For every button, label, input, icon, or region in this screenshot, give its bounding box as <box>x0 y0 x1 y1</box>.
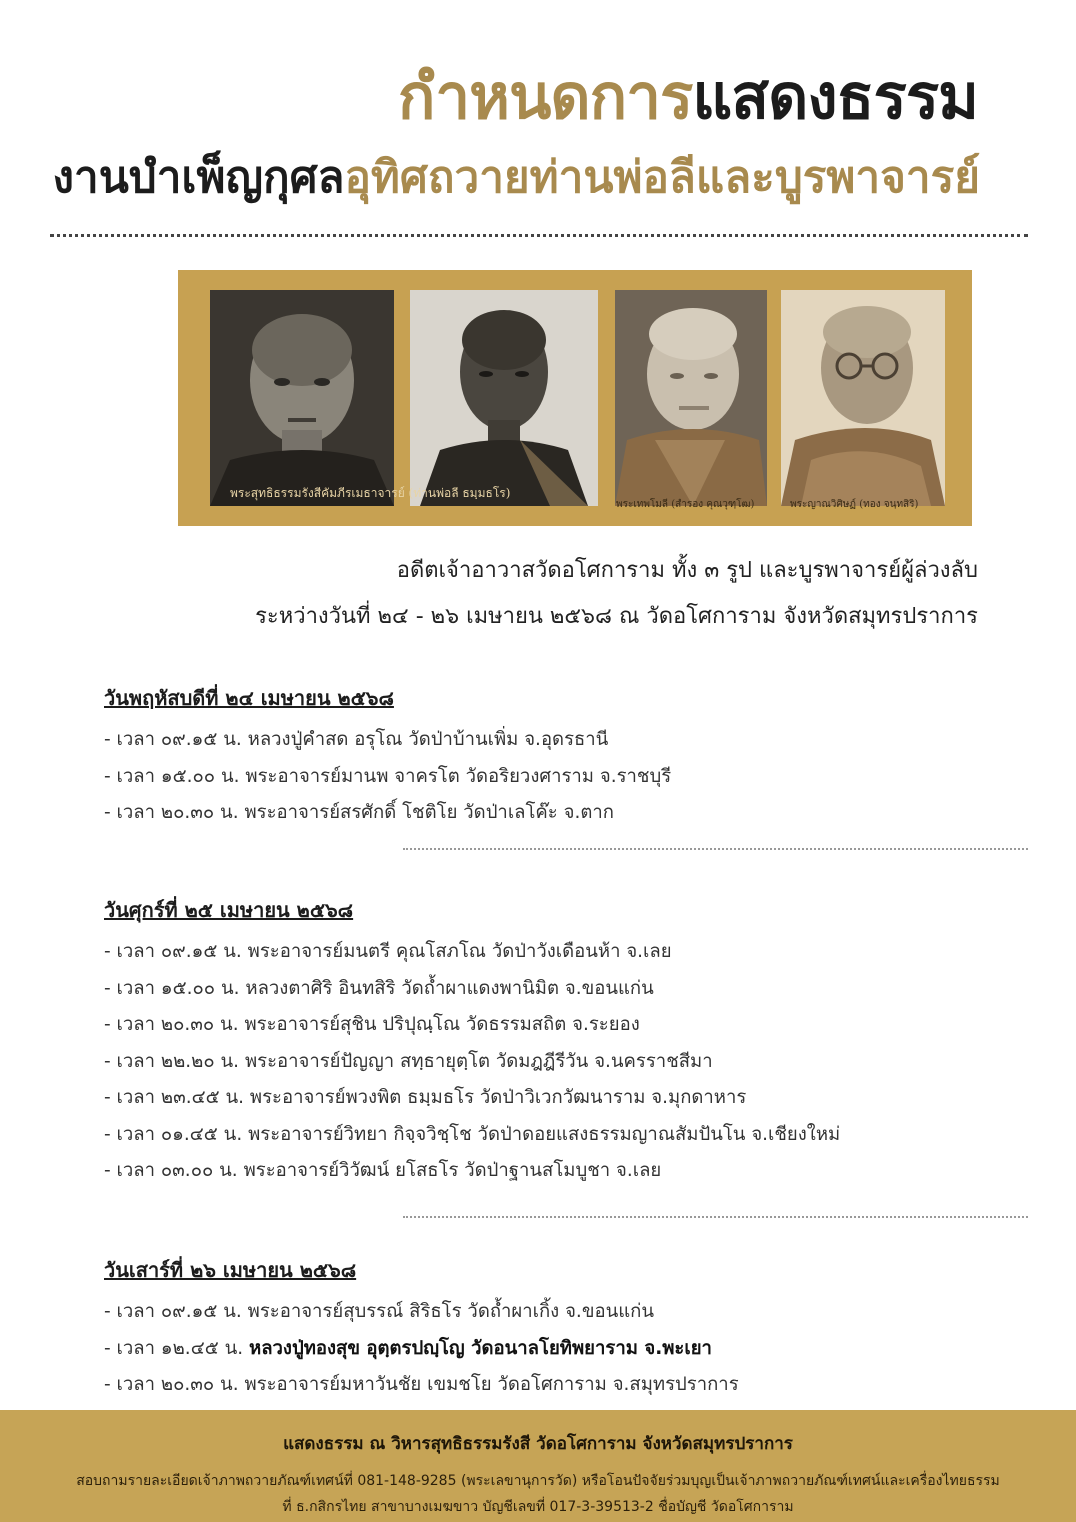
row-time: - เวลา ๒๒.๒๐ น. <box>104 1050 240 1072</box>
row-detail: พระอาจารย์วิทยา กิจฺจวิชฺโช วัดป่าดอยแสงธรรมญาณสัมปันโน จ.เชียงใหม่ <box>248 1123 841 1145</box>
row-time: - เวลา ๒๐.๓๐ น. <box>104 1014 239 1035</box>
row-time: - เวลา ๐๓.๐๐ น. <box>104 1160 238 1181</box>
footer-venue: แสดงธรรม ณ วิหารสุทธิธรรมรังสี วัดอโศการาม จังหวัดสมุทรปราการ <box>283 1434 793 1454</box>
row-time: - เวลา ๑๕.๐๐ น. <box>104 977 240 999</box>
schedule-row <box>104 1153 1004 1190</box>
row-detail: พระอาจารย์วิวัฒน์ ยโสธโร วัดป่าฐานสโมบูชา จ.เลย <box>243 1160 662 1181</box>
row-time: - เวลา ๒๐.๓๐ น. <box>104 802 239 823</box>
row-detail: พระอาจารย์ปัญญา สทฺธายุตฺโต วัดมฎฎีรีวัน จ.นครราชสีมา <box>244 1050 713 1072</box>
schedule-row <box>104 971 1004 1008</box>
schedule-row <box>104 1080 1004 1117</box>
row-time: - เวลา ๐๙.๑๕ น. <box>104 1301 242 1322</box>
monk-portrait-3 <box>615 290 767 506</box>
schedule-day-1 <box>104 684 1004 832</box>
title-gold: กำหนดการ <box>397 60 693 133</box>
row-detail: หลวงปู่ทองสุข อุตฺตรปญฺโญ วัดอนาลโยทิพยาราม จ.พะเยา <box>249 1337 712 1359</box>
monk-portrait-1 <box>210 290 394 506</box>
photo-caption-2: พระเทพโมลี (สำรอง คุณวุฑฺโฒ) <box>616 499 755 510</box>
day-heading: วันพฤหัสบดีที่ ๒๔ เมษายน ๒๕๖๘ <box>104 686 394 710</box>
schedule-row <box>104 795 1004 832</box>
page-title <box>397 60 978 133</box>
schedule-day-3 <box>104 1256 1004 1404</box>
schedule-row <box>104 1367 1004 1404</box>
row-detail: พระอาจารย์มนตรี คุณโสภโณ วัดป่าวังเดือนห้า จ.เลย <box>247 941 672 962</box>
row-time: - เวลา ๐๙.๑๕ น. <box>104 729 242 750</box>
row-detail: พระอาจารย์มานพ จาครโต วัดอริยวงศาราม จ.ราชบุรี <box>245 765 672 787</box>
row-detail: หลวงปู่คำสด อรุโณ วัดป่าบ้านเพิ่ม จ.อุดรธานี <box>247 729 609 750</box>
row-detail: หลวงตาศิริ อินทสิริ วัดถ้ำผาแดงพานิมิต จ.ขอนแก่น <box>245 977 654 999</box>
footer-bank: ที่ ธ.กสิกรไทย สาขาบางเมฆขาว บัญชีเลขที่ 017-3-39513-2 ชื่อบัญชี วัดอโศการาม <box>282 1499 794 1515</box>
row-time: - เวลา ๐๑.๔๕ น. <box>104 1123 243 1145</box>
row-detail: พระอาจารย์พวงพิต ธมฺมธโร วัดป่าวิเวกวัฒนาราม จ.มุกดาหาร <box>249 1087 747 1108</box>
row-time: - เวลา ๐๙.๑๕ น. <box>104 941 242 962</box>
schedule-row <box>104 1007 1004 1044</box>
day-heading: วันศุกร์ที่ ๒๕ เมษายน ๒๕๖๘ <box>104 898 354 922</box>
schedule-day-2 <box>104 896 1004 1190</box>
title-dark: แสดงธรรม <box>692 60 978 133</box>
subtitle-dark: งานบำเพ็ญกุศล <box>52 152 345 203</box>
row-detail: พระอาจารย์สรศักดิ์ โชติโย วัดป่าเลโค๊ะ จ.ตาก <box>244 802 614 823</box>
schedule-row <box>104 722 1004 759</box>
row-time: - เวลา ๒๓.๔๕ น. <box>104 1087 245 1108</box>
row-detail: พระอาจารย์สุชิน ปริปุณฺโณ วัดธรรมสถิต จ.ระยอง <box>244 1014 640 1035</box>
row-time: - เวลา ๑๒.๔๕ น. <box>104 1337 244 1359</box>
schedule-row <box>104 1044 1004 1081</box>
footer-band <box>0 1410 1076 1522</box>
subtitle-gold: อุทิศถวายท่านพ่อลีและบูรพาจารย์ <box>344 152 980 203</box>
monk-portrait-4 <box>781 290 945 506</box>
row-detail: พระอาจารย์สุบรรณ์ สิริธโร วัดถ้ำผาเกิ้ง จ.ขอนแก่น <box>247 1301 654 1322</box>
schedule-row <box>104 1331 1004 1368</box>
section-divider <box>403 848 1028 850</box>
row-time: - เวลา ๒๐.๓๐ น. <box>104 1374 239 1395</box>
photo-caption-1: พระสุทธิธรรมรังสีคัมภีรเมธาจารย์ (ท่านพ่อลี ธมฺมธโร) <box>230 486 511 500</box>
day-heading: วันเสาร์ที่ ๒๖ เมษายน ๒๕๖๘ <box>104 1258 357 1282</box>
header-divider <box>50 234 1028 237</box>
section-divider <box>403 1216 1028 1218</box>
schedule-row <box>104 934 1004 971</box>
page-subtitle <box>52 152 981 203</box>
monk-portrait-2 <box>410 290 598 506</box>
schedule-row <box>104 759 1004 796</box>
schedule-row <box>104 1117 1004 1154</box>
row-time: - เวลา ๑๕.๐๐ น. <box>104 765 240 787</box>
row-detail: พระอาจารย์มหาวันชัย เขมชโย วัดอโศการาม จ.สมุทรปราการ <box>244 1374 739 1395</box>
photo-caption-3: พระญาณวิศิษฏ์ (ทอง จนฺทสิริ) <box>790 499 919 510</box>
photo-frame <box>178 270 972 526</box>
intro-line-1: อดีตเจ้าอาวาสวัดอโศการาม ทั้ง ๓ รูป และบูรพาจารย์ผู้ล่วงลับ <box>396 558 978 583</box>
intro-line-2: ระหว่างวันที่ ๒๔ - ๒๖ เมษายน ๒๕๖๘ ณ วัดอโศการาม จังหวัดสมุทรปราการ <box>255 604 978 629</box>
footer-contact: สอบถามรายละเอียดเจ้าภาพถวายภัณฑ์เทศน์ที่ 081-148-9285 (พระเลขานุการวัด) หรือโอนปัจจัยร่วมบุญเป็นเจ้าภาพถวายภัณฑ์เทศน์และเครื่องไทยธรรม <box>76 1473 1000 1489</box>
schedule-row <box>104 1294 1004 1331</box>
